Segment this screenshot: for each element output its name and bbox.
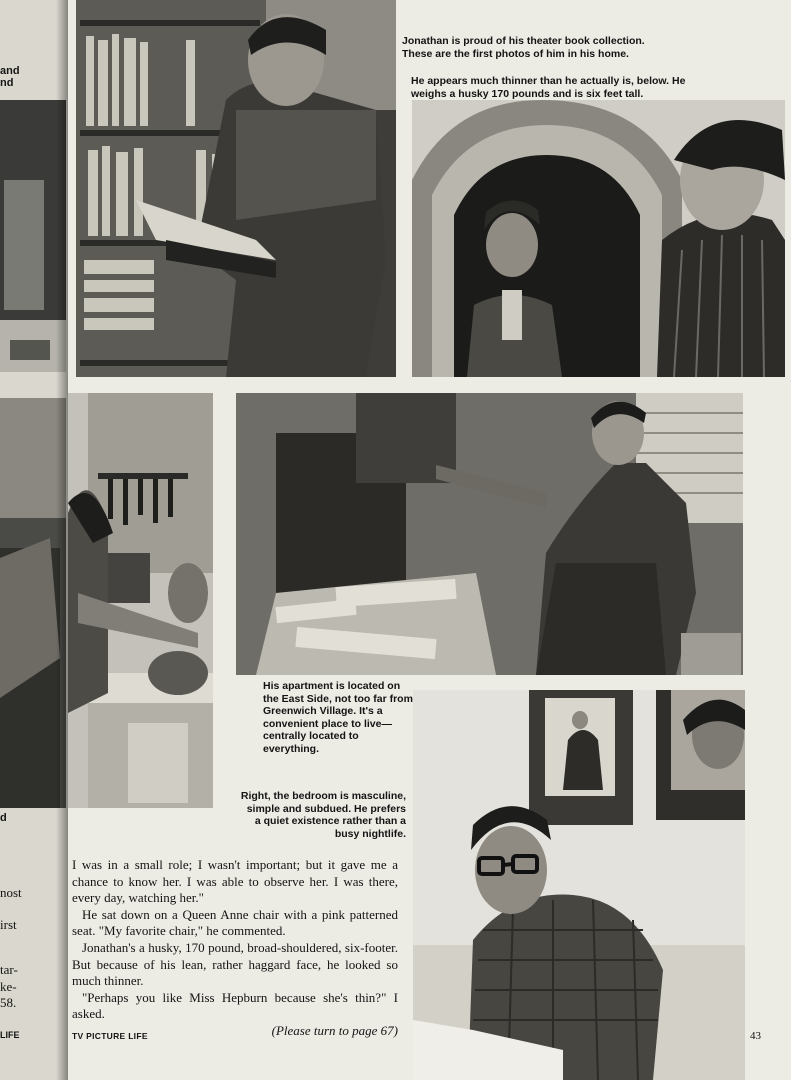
facing-page-fragment: irst xyxy=(0,917,17,932)
facing-page-fragment: nost xyxy=(0,885,22,900)
facing-page-fragment: and xyxy=(0,65,20,77)
body-paragraph-2: He sat down on a Queen Anne chair with a pink patterned seat. "My favorite chair," he commented. xyxy=(72,906,398,939)
body-paragraph-4: "Perhaps you like Miss Hepburn because she's thin?" I asked. xyxy=(72,989,398,1022)
body-paragraph-1: I was in a small role; I wasn't important; but it gave me a chance to know her. I was able to observe her. I was there, every day, watching her." xyxy=(72,857,398,906)
facing-page-fragment: 58. xyxy=(0,995,17,1010)
facing-page-fragment: d xyxy=(0,812,7,824)
photo-desk xyxy=(236,393,743,675)
facing-page-fragment: nd xyxy=(0,77,14,89)
facing-page-fragment: tar- xyxy=(0,962,18,977)
facing-page-edge xyxy=(0,0,70,1080)
caption-bedroom: Right, the bedroom is masculine, simple and subdued. He prefers a quiet existence rather than a busy nightlife. xyxy=(240,790,406,840)
continued-notice: (Please turn to page 67) xyxy=(271,1022,398,1038)
page-number: 43 xyxy=(750,1030,761,1042)
facing-page-fragment: ke- xyxy=(0,979,17,994)
facing-page-fragment: LIFE xyxy=(0,1030,20,1040)
caption-apartment: His apartment is located on the East Side, not too far from Greenwich Village. It's a convenient place to live—centrally located to everything. xyxy=(263,680,413,755)
magazine-name-footer: TV PICTURE LIFE xyxy=(72,1031,148,1041)
body-paragraph-3: Jonathan's a husky, 170 pound, broad-shouldered, six-footer. But because of his lean, rather haggard face, he looked so much thinner. xyxy=(72,939,398,989)
photo-bedroom xyxy=(413,690,745,1080)
photo-bookshelf xyxy=(76,0,396,377)
photo-kitchen xyxy=(68,393,213,808)
caption-book-collection: Jonathan is proud of his theater book collection. These are the first photos of him in his home. xyxy=(402,35,645,60)
photo-mirror xyxy=(412,100,785,377)
caption-mirror: He appears much thinner than he actually is, below. He weighs a husky 170 pounds and is six feet tall. xyxy=(411,75,686,100)
article-body xyxy=(72,857,398,1040)
